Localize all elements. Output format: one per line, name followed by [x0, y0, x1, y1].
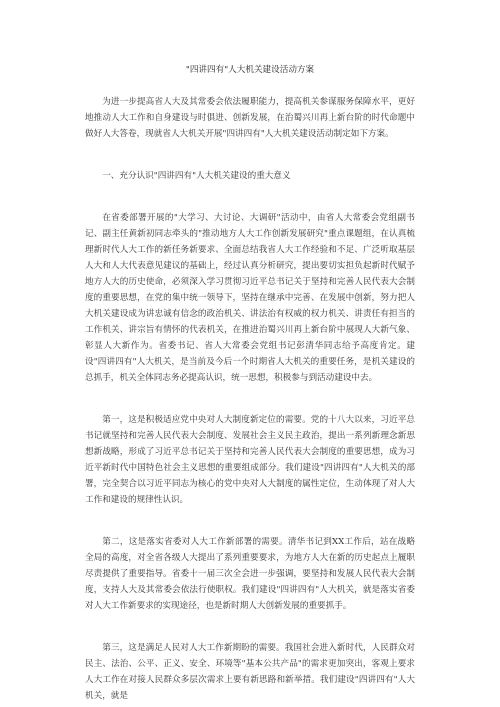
intro-paragraph: 为进一步提高省人大及其常委会依法履职能力，提高机关参谋服务保障水平，更好地推动人大工作和自身建设与时俱进、创新发展，在治蜀兴川再上新台阶的时代命题中做好人大答卷，现就省人大机关开展"四讲四有"人大机关建设活动制定如下方案。 [85, 97, 415, 139]
body-paragraph-4: 第三，这是满足人民对人大工作新期盼的需要。我国社会进入新时代，人民群众对民主、法治、公平、正义、安全、环境等"基本公共产品"的需求更加突出，客观上要求人大工作在对接人民群众多层次需求上要有新思路和新举措。我们建设"四讲四有"人大机关，就是 [85, 643, 415, 701]
body-paragraph-2: 第一，这是积极适应党中央对人大制度新定位的需要。党的十八大以来，习近平总书记就坚持和完善人民代表大会制度、发展社会主义民主政治，提出一系列新理念新思想新战略，形成了习近平总书记关于坚持和完善人民代表大会制度的重要思想，成为习近平新时代中国特色社会主义思想的重要组成部分。我们建设"四讲四有"人大机关的部署，完全契合以习近平同志为核心的党中央对人大制度的属性定位，生动体现了对人大工作和建设的规律性认识。 [85, 415, 415, 505]
section-heading: 一、充分认识"四讲四有"人大机关建设的重大意义 [102, 171, 291, 181]
body-paragraph-1: 在省委部署开展的"大学习、大讨论、大调研"活动中，由省人大常委会党组副书记、副主任黄新初同志牵头的"推动地方人大工作创新发展研究"重点课题组，在认真梳理新时代人大工作的新任务新要求、全面总结我省人大工作经验和不足、广泛听取基层人大和人大代表意见建议的基础上，经过认真分析研究，提出要切实担负起新时代赋予地方人大的历史使命，必须深入学习贯彻习近平总书记关于坚持和完善人民代表大会制度的重要思想，在党的集中统一领导下，坚持在继承中完善、在发展中创新，努力把人大机关建设成为讲忠诚有信念的政治机关、讲法治有权威的权力机关、讲责任有担当的工作机关、讲宗旨有情怀的代表机关，在推进治蜀兴川再上新台阶中展现人大新气象、彰显人大新作为。省委书记、省人大常委会党组书记彭清华同志给予高度肯定。建设"四讲四有"人大机关，是当前及今后一个时期省人大机关的重要任务，是机关建设的总抓手，机关全体同志务必提高认识，统一思想，积极参与到活动建设中去。 [85, 213, 415, 383]
document-title: "四讲四有"人大机关建设活动方案 [185, 65, 315, 75]
body-paragraph-3: 第二，这是落实省委对人大工作新部署的需要。清华书记到XX工作后，站在战略全局的高度，对全省各级人大提出了系列重要要求，为地方人大在新的历史起点上履职尽责提供了重要指导。省委十一届三次全会进一步强调，要坚持和发展人民代表大会制度，支持人大及其常委会依法行使职权。我们建设"四讲四有"人大机关，就是落实省委对人大工作新要求的实现途径，也是新时期人大创新发展的重要抓手。 [85, 537, 415, 611]
